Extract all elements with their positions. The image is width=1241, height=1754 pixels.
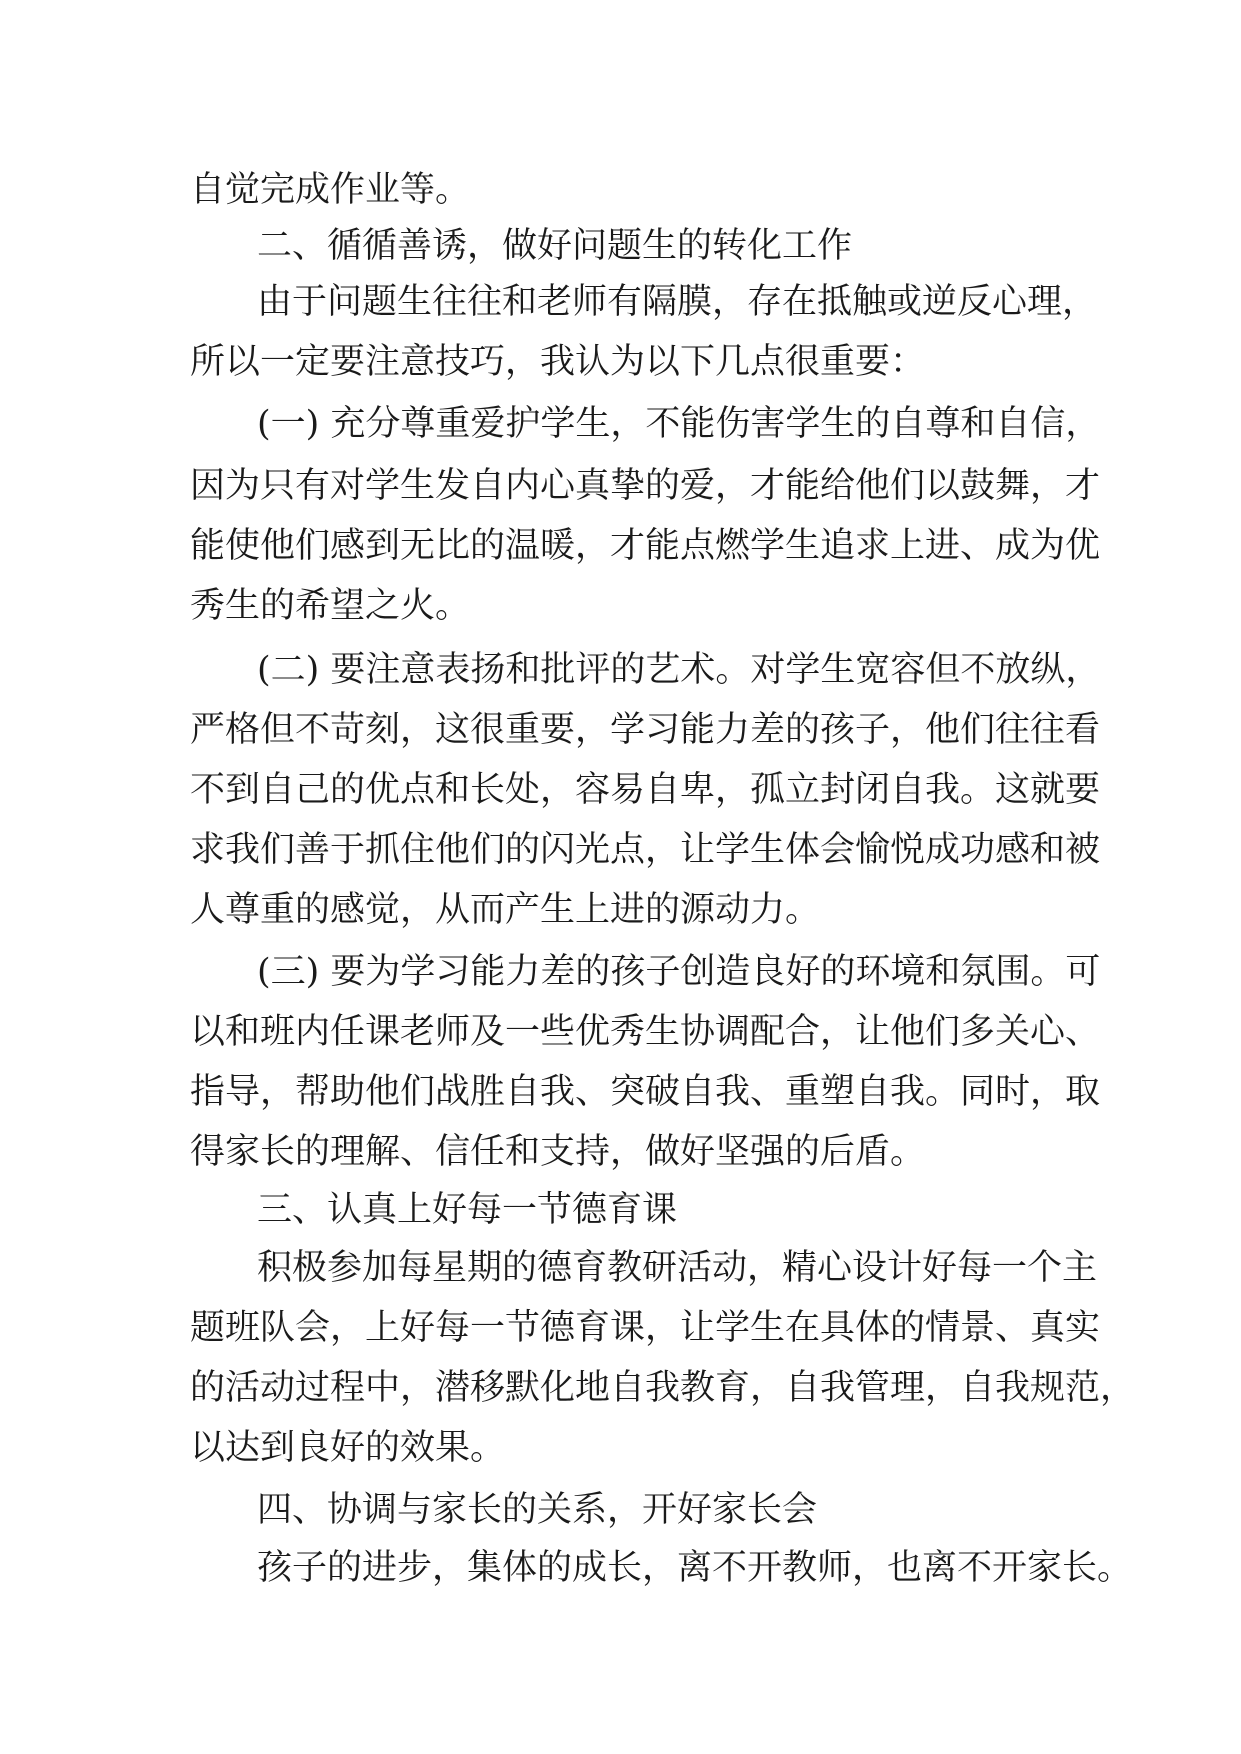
paragraph-line: 不到自己的优点和长处，容易自卑，孤立封闭自我。这就要 xyxy=(190,770,1101,810)
paragraph-line: 严格但不苛刻，这很重要，学习能力差的孩子，他们往往看 xyxy=(190,710,1101,750)
paragraph-line: 所以一定要注意技巧，我认为以下几点很重要： xyxy=(190,342,926,382)
paragraph-line: 秀生的希望之火。 xyxy=(190,586,471,626)
paragraph-line: 由于问题生往往和老师有隔膜，存在抵触或逆反心理， xyxy=(257,282,1098,322)
paragraph-line: 因为只有对学生发自内心真挚的爱，才能给他们以鼓舞，才 xyxy=(190,466,1101,506)
paragraph-line: 自觉完成作业等。 xyxy=(190,170,471,210)
paragraph-line: 能使他们感到无比的温暖，才能点燃学生追求上进、成为优 xyxy=(190,526,1101,566)
paragraph-line: 以达到良好的效果。 xyxy=(190,1428,506,1468)
paragraph-line: 求我们善于抓住他们的闪光点，让学生体会愉悦成功感和被 xyxy=(190,830,1101,870)
paragraph-line: 题班队会，上好每一节德育课，让学生在具体的情景、真实 xyxy=(190,1308,1101,1348)
paragraph-line: 积极参加每星期的德育教研活动，精心设计好每一个主 xyxy=(257,1248,1098,1288)
section-heading: 二、循循善诱，做好问题生的转化工作 xyxy=(257,226,853,266)
paragraph-line: 以和班内任课老师及一些优秀生协调配合，让他们多关心、 xyxy=(190,1012,1101,1052)
paragraph-line: (一) 充分尊重爱护学生，不能伤害学生的自尊和自信， xyxy=(257,404,1101,444)
paragraph-line: 人尊重的感觉，从而产生上进的源动力。 xyxy=(190,890,821,930)
paragraph-line: 孩子的进步，集体的成长，离不开教师，也离不开家长。 xyxy=(257,1548,1133,1588)
section-heading: 三、认真上好每一节德育课 xyxy=(257,1190,678,1230)
section-heading: 四、协调与家长的关系，开好家长会 xyxy=(257,1490,818,1530)
paragraph-line: 指导，帮助他们战胜自我、突破自我、重塑自我。同时，取 xyxy=(190,1072,1101,1112)
paragraph-line: (三) 要为学习能力差的孩子创造良好的环境和氛围。可 xyxy=(257,952,1101,992)
paragraph-line: (二) 要注意表扬和批评的艺术。对学生宽容但不放纵， xyxy=(257,650,1101,690)
paragraph-line: 得家长的理解、信任和支持，做好坚强的后盾。 xyxy=(190,1132,926,1172)
paragraph-line: 的活动过程中，潜移默化地自我教育，自我管理，自我规范， xyxy=(190,1368,1136,1408)
